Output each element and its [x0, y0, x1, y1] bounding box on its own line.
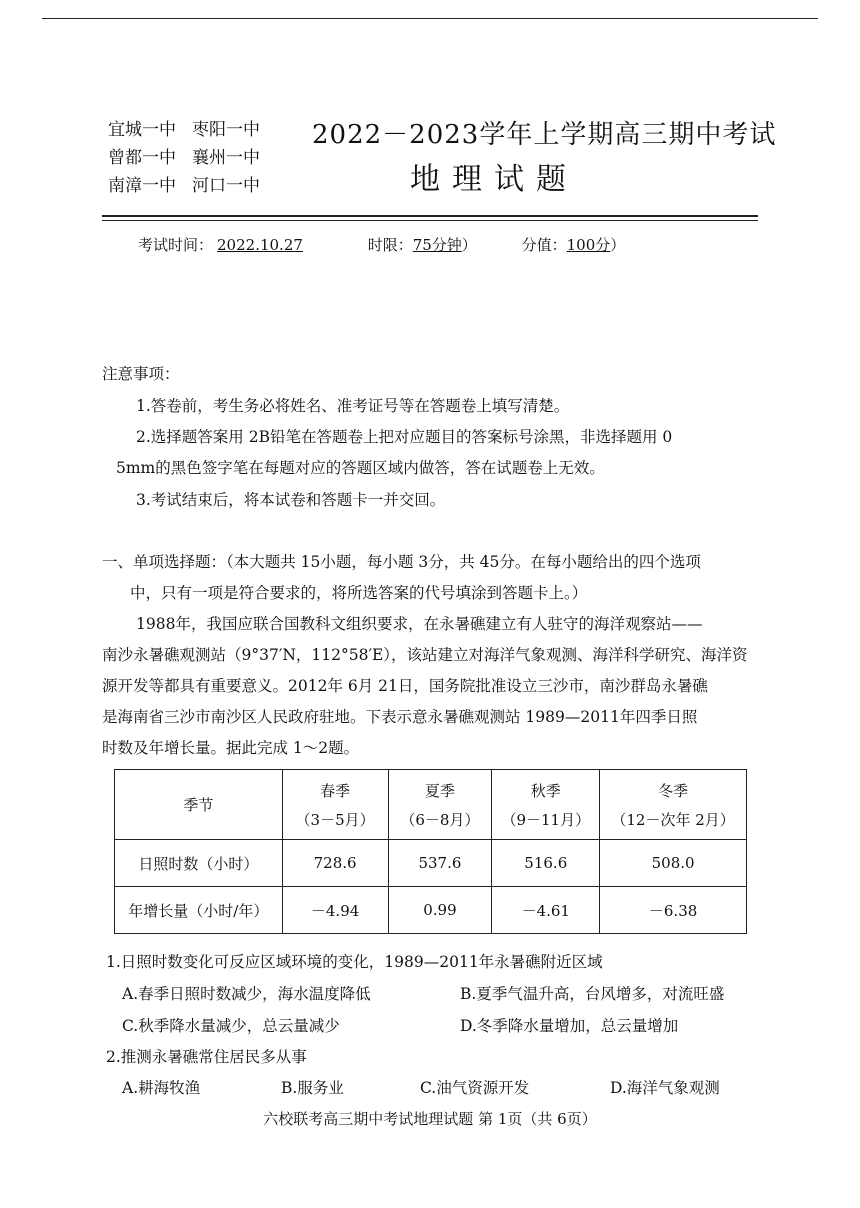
- table-row: [115, 887, 747, 934]
- school-name: 枣阳一中: [192, 120, 260, 140]
- question-stem: 1.日照时数变化可反应区域环境的变化，1989—2011年永暑礁附近区域: [106, 953, 603, 971]
- table-cell: 516.6: [492, 840, 600, 887]
- header-rule: [102, 220, 758, 221]
- school-name: 宜城一中: [108, 120, 176, 140]
- passage-line: 1988年，我国应联合国教科文组织要求，在永暑礁建立有人驻守的海洋观察站——: [136, 615, 703, 633]
- table-cell: －4.61: [492, 887, 600, 934]
- season-months: （3－5月）: [295, 810, 375, 829]
- answer-option: B.夏季气温升高，台风增多，对流旺盛: [460, 985, 725, 1003]
- school-list: [108, 116, 260, 200]
- table-cell: 508.0: [600, 840, 747, 887]
- school-name: 河口一中: [192, 176, 260, 196]
- table-cell: 728.6: [282, 840, 388, 887]
- score-close: ）: [610, 236, 626, 254]
- row-label: 日照时数（小时）: [115, 840, 283, 887]
- limit-close: ）: [461, 236, 477, 254]
- header-rule: [102, 215, 758, 217]
- school-name: 南漳一中: [108, 176, 176, 196]
- school-row: [108, 172, 260, 200]
- limit-label: 时限：: [367, 236, 413, 254]
- question-stem: 2.推测永暑礁常住居民多从事: [106, 1048, 307, 1066]
- school-name: 襄州一中: [192, 148, 260, 168]
- passage-line: 南沙永暑礁观测站（9°37′N，112°58′E），该站建立对海洋气象观测、海洋科学研究、海洋资: [102, 646, 748, 664]
- score-label: 分值：: [521, 236, 567, 254]
- section-heading: 一、单项选择题：（本大题共 15小题，每小题 3分，共 45分。在每小题给出的四个选项: [102, 553, 701, 571]
- passage-line: 时数及年增长量。据此完成 1～2题。: [102, 739, 360, 757]
- season-name: 冬季: [658, 781, 689, 800]
- table-row: [115, 840, 747, 887]
- sunshine-table: [114, 769, 747, 934]
- answer-option: B.服务业: [281, 1079, 344, 1097]
- page-footer: 六校联考高三期中考试地理试题 第 1页（共 6页）: [263, 1110, 597, 1128]
- season-name: 春季: [320, 781, 351, 800]
- school-row: [108, 144, 260, 172]
- table-header-row: [115, 770, 747, 840]
- table-header-cell: 季节: [115, 770, 283, 840]
- exam-title: 2022－2023学年上学期高三期中考试: [312, 120, 777, 150]
- top-rule: [42, 18, 818, 19]
- table-cell: －6.38: [600, 887, 747, 934]
- passage-line: 是海南省三沙市南沙区人民政府驻地。下表示意永暑礁观测站 1989—2011年四季日照: [102, 708, 698, 726]
- answer-option: C.油气资源开发: [420, 1079, 530, 1097]
- note-item: 5mm的黑色签字笔在每题对应的答题区域内做答，答在试题卷上无效。: [116, 459, 605, 477]
- passage-line: 源开发等都具有重要意义。2012年 6月 21日，国务院批准设立三沙市，南沙群岛永暑礁: [102, 677, 708, 695]
- season-name: 秋季: [530, 781, 561, 800]
- note-item: 3.考试结束后，将本试卷和答题卡一并交回。: [136, 491, 446, 509]
- answer-option: A.春季日照时数减少，海水温度降低: [122, 985, 371, 1003]
- table-header-cell: [282, 770, 388, 840]
- note-item: 2.选择题答案用 2B铅笔在答题卷上把对应题目的答案标号涂黑，非选择题用 0: [136, 428, 673, 446]
- exam-meta: [138, 234, 625, 255]
- table-cell: 0.99: [388, 887, 492, 934]
- exam-subtitle: 地理试题: [410, 162, 578, 197]
- note-item: 1.答卷前，考生务必将姓名、准考证号等在答题卷上填写清楚。: [136, 397, 570, 415]
- season-name: 夏季: [424, 781, 455, 800]
- table-cell: 537.6: [388, 840, 492, 887]
- time-value: 2022.10.27: [217, 236, 303, 254]
- table-header-cell: [492, 770, 600, 840]
- row-label: 年增长量（小时/年）: [115, 887, 283, 934]
- notes-heading: 注意事项：: [102, 365, 180, 383]
- table-header-cell: [600, 770, 747, 840]
- season-months: （6－8月）: [400, 810, 480, 829]
- answer-option: A.耕海牧渔: [122, 1079, 201, 1097]
- section-heading: 中，只有一项是符合要求的，将所选答案的代号填涂到答题卡上。）: [130, 584, 588, 602]
- season-months: （9－11月）: [501, 810, 591, 829]
- score-value: 100分: [566, 236, 611, 254]
- table-cell: －4.94: [282, 887, 388, 934]
- limit-value: 75分钟: [412, 236, 462, 254]
- season-months: （12－次年 2月）: [611, 810, 735, 829]
- school-name: 曾都一中: [108, 148, 176, 168]
- table-header-cell: [388, 770, 492, 840]
- answer-option: D.冬季降水量增加，总云量增加: [460, 1017, 679, 1035]
- school-row: [108, 116, 260, 144]
- answer-option: C.秋季降水量减少，总云量减少: [122, 1017, 340, 1035]
- time-label: 考试时间：: [138, 236, 214, 254]
- answer-option: D.海洋气象观测: [610, 1079, 720, 1097]
